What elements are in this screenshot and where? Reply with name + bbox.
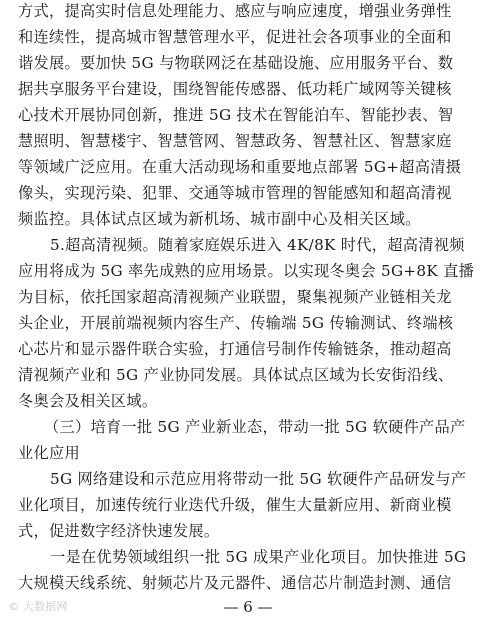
body-text-line: 应用将成为 5G 率先成熟的应用场景。以实现冬奥会 5G+8K 直播 bbox=[18, 262, 475, 280]
section-heading: （三）培育一批 5G 产业新业态，带动一批 5G 软硬件产品产 bbox=[44, 418, 466, 436]
section-heading-continued: 业化应用 bbox=[18, 444, 80, 462]
body-text-line: 大规模天线系统、射频芯片及元器件、通信芯片制造封测、通信 bbox=[18, 574, 452, 592]
body-text-line: 方式，提高实时信息处理能力、感应与响应速度，增强业务弹性 bbox=[18, 2, 452, 20]
body-text-line: 头企业，开展前端视频内容生产、传输端 5G 传输测试、终端核 bbox=[18, 314, 454, 332]
body-text-line: 频监控。具体试点区域为新机场、城市副中心及相关区域。 bbox=[18, 210, 421, 228]
paragraph-start-line: 一是在优势领域组织一批 5G 成果产业化项目。加快推进 5G bbox=[50, 548, 467, 566]
body-text-line: 慧照明、智慧楼宇、智慧管网、智慧政务、智慧社区、智慧家庭 bbox=[18, 132, 452, 150]
paragraph-start-line: 5.超高清视频。随着家庭娱乐进入 4K/8K 时代，超高清视频 bbox=[50, 236, 465, 254]
body-text-line: 谐发展。要加快 5G 与物联网泛在基础设施、应用服务平台、数 bbox=[18, 54, 454, 72]
body-text-line: 像头，实现污染、犯罪、交通等城市管理的智能感知和超高清视 bbox=[18, 184, 452, 202]
watermark: © 大数据网 bbox=[8, 600, 68, 613]
body-text-line: 心芯片和显示器件联合实验，打通信号制作传输链条，推动超高 bbox=[18, 340, 452, 358]
body-text-line: 为目标，依托国家超高清视频产业联盟，聚集视频产业链相关龙 bbox=[18, 288, 452, 306]
paragraph-start-line: 5G 网络建设和示范应用将带动一批 5G 软硬件产品研发与产 bbox=[50, 470, 467, 488]
page-number: — 6 — bbox=[223, 598, 273, 616]
body-text-line: 清视频产业和 5G 产业协同发展。具体试点区域为长安街沿线、 bbox=[18, 366, 454, 384]
body-text-line: 和连续性，提高城市智慧管理水平，促进社会各项事业的全面和 bbox=[18, 28, 452, 46]
body-text-line: 业化项目，加速传统行业迭代升级，催生大量新应用、新商业模 bbox=[18, 496, 452, 514]
body-text-line: 冬奥会及相关区域。 bbox=[18, 392, 158, 410]
body-text-line: 据共享服务平台建设，围绕智能传感器、低功耗广域网等关键核 bbox=[18, 80, 452, 98]
body-text-line: 等领域广泛应用。在重大活动现场和重要地点部署 5G+超高清摄 bbox=[18, 158, 462, 176]
body-text-line: 心技术开展协同创新，推进 5G 技术在智能泊车、智能抄表、智 bbox=[18, 106, 454, 124]
body-text-line: 式，促进数字经济快速发展。 bbox=[18, 522, 220, 540]
